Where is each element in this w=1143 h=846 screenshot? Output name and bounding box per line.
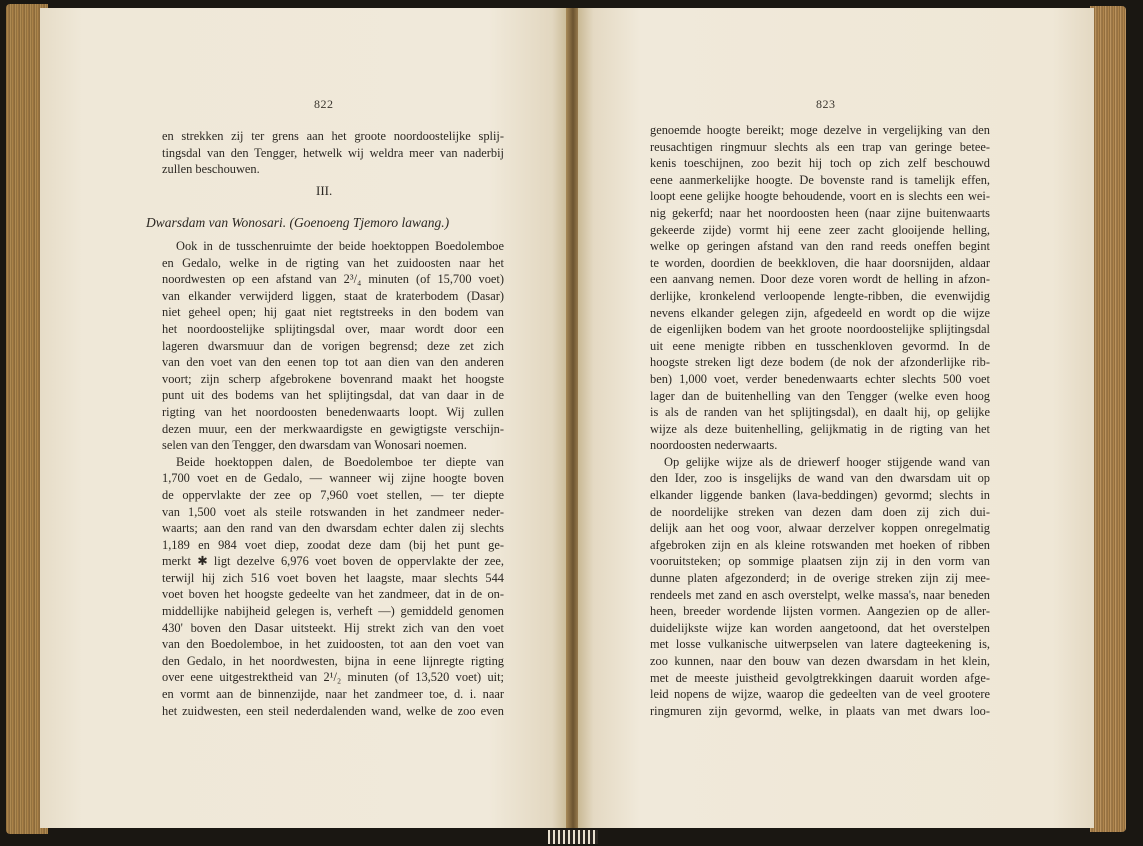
text-line: ringmuren zijn gevormd, welke, in plaats van met dwars loo- <box>650 703 990 718</box>
text-line: niet geheel open; hij gaat niet regtstreeks in den bodem van <box>162 305 504 320</box>
text-line: 1,700 voet en de Gedalo, — wanneer wij zijne hoogte boven <box>162 471 504 486</box>
left-intro-text <box>162 128 504 178</box>
text-line: ben) 1,000 voet, verder benedenwaarts echter slechts 500 voet <box>650 371 990 386</box>
left-body-text <box>162 238 504 719</box>
text-line: Beide hoektoppen dalen, de Boedolemboe ter diepte van <box>176 454 504 469</box>
text-line: noordoosten nederwaarts. <box>650 438 778 453</box>
text-line: zullen beschouwen. <box>162 162 260 177</box>
text-line: elkander liggende banken (lava-beddingen) gevormd; slechts in <box>650 488 990 503</box>
text-line: middellijke nabijheid gelegen is, verheft —) gemiddeld genomen <box>162 604 504 619</box>
text-line: voort; zijn scherp afgebrokene bovenrand maakt het hoogste <box>162 371 504 386</box>
text-line: genoemde hoogte bereikt; moge dezelve in vergelijking van den <box>650 123 990 137</box>
text-line: den Gedalo, in het noordwesten, bijna in eene lijnregte rigting <box>162 653 504 668</box>
text-line: punt uit des bodems van het splijtingsdal, dat van daar in de <box>162 388 504 403</box>
text-line: de eigenlijken bodem van het groote noordoostelijke splijtingsdal <box>650 322 990 337</box>
text-line: den Ider, zoo is insgelijks de wand van den dwarsdam uit op <box>650 471 990 486</box>
text-line: afgebroken zijn en als kleine rotswanden met hoeken of ribben <box>650 537 990 552</box>
text-line: leid nopens de wijze, waarop die gedeelten van de veel grootere <box>650 687 990 702</box>
text-line: kenis toeschijnen, zoo bezit hij toch op zich zelf beschouwd <box>650 156 990 171</box>
text-line: van 1,500 voet als steile rotswanden in het zandmeer neder- <box>162 504 504 519</box>
text-line: dunne platen afgezonderd; in de overige streken zijn zij mee- <box>650 571 990 586</box>
text-line: hoogste streken ligt deze bodem (de nok der afzonderlijke rib- <box>650 355 990 370</box>
text-line: de noordelijke streken van dezen dam doen zij zich dui- <box>650 504 990 519</box>
text-line: met losse vulkanische uitwerpselen van latere dagteekening is, <box>650 637 990 652</box>
text-line: 430' boven den Dasar uitsteekt. Hij strekt zich van den voet <box>162 620 504 635</box>
binding-stitch <box>548 830 598 844</box>
text-line: loopt eene gelijke hoogte behoudende, voort en is slechts een wei- <box>650 189 990 204</box>
text-line: tingsdal van den Tengger, hetwelk wij weldra meer van naderbij <box>162 145 504 160</box>
text-line: te worden, doordien de beekkloven, die haar doorsnijden, aldaar <box>650 255 990 270</box>
text-line: Op gelijke wijze als de driewerf hooger stijgende wand van <box>664 454 990 469</box>
text-line: dezen muur, een der merkwaardigste en gewigtigste verschijn- <box>162 421 504 436</box>
text-line: zoo kunnen, naar den bouw van dezen dwarsdam in het klein, <box>650 654 990 668</box>
text-line: delijk aan het oog voor, alwaar derzelver koppen onregelmatig <box>650 521 990 536</box>
page-number-left: 822 <box>314 97 334 111</box>
text-line: is als de randen van het splijtingsdal), en daalt hij, op gelijke <box>650 405 990 420</box>
text-line: Ook in de tusschenruimte der beide hoektoppen Boedolemboe <box>176 239 504 253</box>
page-edges-right <box>1090 6 1126 832</box>
text-line: met de meeste juistheid gevolgtrekkingen daaruit worden afge- <box>650 670 990 685</box>
text-line: reusachtigen ringmuur slechts als een trap van geringe betee- <box>650 139 990 154</box>
text-line: en strekken zij ter grens aan het groote noordoostelijke splij- <box>162 129 504 143</box>
text-line: terwijl hij zich 516 voet boven het laagste, maar slechts 544 <box>162 570 504 585</box>
text-line: nig gekerfd; naar het noordoosten heen (naar zijne buitenwaarts <box>650 205 990 220</box>
text-line: het noordoostelijke splijtingsdal over, maar wordt door een <box>162 321 504 336</box>
text-line: waarts; aan den rand van den dwarsdam echter dalen zij slechts <box>162 521 504 536</box>
right-page <box>578 8 1094 828</box>
text-line: welke op geringen afstand van den rand reeds oneffen begint <box>650 239 990 254</box>
right-body-text <box>650 122 990 719</box>
text-line: nevens elkander gelegen zijn, afgedeeld en wordt op die wijze <box>650 305 990 320</box>
text-line: uit eene menigte ribben en tusschenkloven gevormd. In de <box>650 338 990 353</box>
text-line: vooruitsteken; op sommige plaatsen zijn zij in den vorm van <box>650 554 990 569</box>
text-line: merkt ✱ ligt dezelve 6,976 voet boven de oppervlakte der zee, <box>162 554 504 569</box>
text-line: noordwesten op een afstand van 2³/₄ minuten (of 15,700 voet) <box>162 272 504 287</box>
text-line: selen van den Tengger, den dwarsdam van Wonosari noemen. <box>162 438 467 453</box>
section-number: III. <box>316 183 333 198</box>
text-line: duidelijkste wijze kan worden aangetoond, dat het overstelpen <box>650 620 990 635</box>
text-line: van den voet van den eenen top tot aan dien van den anderen <box>162 355 504 370</box>
text-line: lager dan de buitenhelling van den Tengger (welke even hoog <box>650 388 990 403</box>
text-line: een aanvang nemen. Door deze voren wordt de helling in afzon- <box>650 272 990 287</box>
text-line: wijze als deze buitenhelling, gelijkmatig in de rigting van het <box>650 421 990 436</box>
text-line: en Gedalo, welke in de rigting van het zuidoosten naar het <box>162 255 504 270</box>
text-line: en vormt aan de binnenzijde, naar het zandmeer toe, d. i. naar <box>162 687 504 702</box>
text-line: gekeerde zijde) vormt hij eene zeer zacht glooijende helling, <box>650 222 990 237</box>
text-line: het zuidwesten, een steil nederdalenden wand, welke de zoo even <box>162 703 504 718</box>
text-line: rendeels met zand en asch overstelpt, welke massa's, naar beneden <box>650 587 990 602</box>
text-line: voet boven het hoogste gedeelte van het zandmeer, dat in de on- <box>162 587 504 602</box>
text-line: van elkander verwijderd liggen, staat de kraterbodem (Dasar) <box>162 288 504 303</box>
text-line: 1,189 en 984 voet diep, zoodat deze dam (bij het punt ge- <box>162 537 504 552</box>
page-number-right: 823 <box>816 97 836 111</box>
section-heading: Dwarsdam van Wonosari. (Goenoeng Tjemoro lawang.) <box>146 215 450 230</box>
left-page <box>40 8 568 828</box>
text-line: over eene uitgestrektheid van 2¹/₂ minuten (of 13,520 voet) uit; <box>162 670 504 685</box>
text-line: lageren dwarsmuur dan de vorigen begrensd; deze zet zich <box>162 338 504 353</box>
text-line: van den Boedolemboe, in het zuidoosten, tot aan den voet van <box>162 637 504 652</box>
text-line: heen, breeder wordende lijsten vormen. Aangezien op de aller- <box>650 604 990 619</box>
text-line: derlijke, kronkelend verloopende lengte-ribben, die evenwijdig <box>650 288 990 303</box>
text-line: rigting van het noordoosten benedenwaarts loopt. Wij zullen <box>162 404 504 419</box>
text-line: de oppervlakte der zee op 7,960 voet stellen, — ter diepte <box>162 487 504 502</box>
text-line: eene aanmerkelijke hoogte. De bovenste rand is tamelijk effen, <box>650 172 990 187</box>
